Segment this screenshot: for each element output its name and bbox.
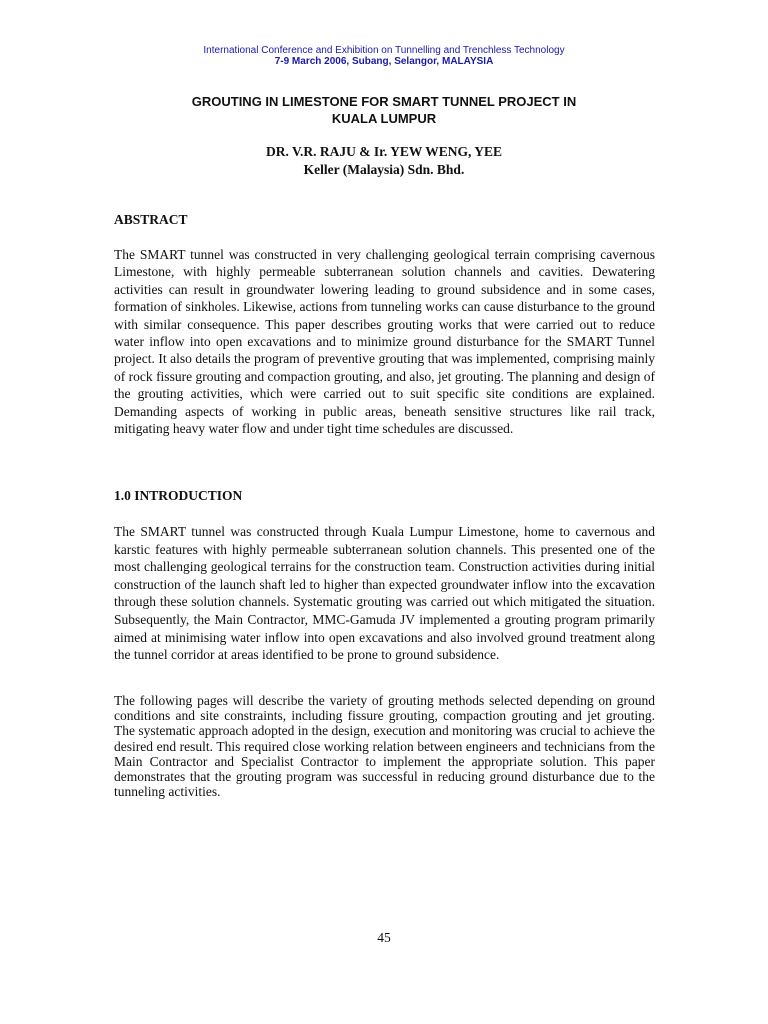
introduction-heading: 1.0 INTRODUCTION bbox=[114, 488, 243, 503]
introduction-paragraph-1: The SMART tunnel was constructed through Kuala Lumpur Limestone, home to cavernous and karstic features with highly permeable subterranean solution channels. This presented one of the most challenging geological terrains for the construction team. Construction activities during initial construction of the launch shaft led to higher than expected groundwater inflow into the excavation through these solution channels. Systematic grouting was carried out which mitigated the situation. Subsequently, the Main Contractor, MMC-Gamuda JV implemented a grouting program primarily aimed at minimising water inflow into open excavations and also involved ground treatment along the tunnel corridor at areas identified to be prone to ground subsidence. bbox=[114, 524, 655, 663]
paper-title-line-2: KUALA LUMPUR bbox=[331, 111, 437, 126]
abstract-heading: ABSTRACT bbox=[114, 212, 188, 227]
conference-date-location: 7-9 March 2006, Subang, Selangor, MALAYSIA bbox=[274, 56, 494, 67]
conference-name: International Conference and Exhibition on Tunnelling and Trenchless Technology bbox=[203, 45, 565, 56]
author-affiliation: Keller (Malaysia) Sdn. Bhd. bbox=[303, 162, 465, 177]
author-names: DR. V.R. RAJU & Ir. YEW WENG, YEE bbox=[265, 144, 503, 159]
paper-title-line-1: GROUTING IN LIMESTONE FOR SMART TUNNEL PROJECT IN bbox=[191, 94, 577, 109]
author-block bbox=[0, 143, 768, 179]
page-number: 45 bbox=[377, 930, 391, 945]
paper-title bbox=[0, 93, 768, 127]
abstract-text: The SMART tunnel was constructed in very challenging geological terrain comprising cavernous Limestone, with highly permeable subterranean solution channels and cavities. Dewatering activities can result in groundwater lowering leading to ground subsidence and in some cases, formation of sinkholes. Likewise, actions from tunneling works can cause disturbance to the ground with similar consequence. This paper describes grouting works that were carried out to reduce water inflow into open excavations and to minimize ground disturbance for the SMART Tunnel project. It also details the program of preventive grouting that was implemented, comprising mainly of rock fissure grouting and compaction grouting, and also, jet grouting. The planning and design of the grouting activities, which were carried out to suit specific site conditions are explained. Demanding aspects of working in public areas, beneath sensitive structures like rail track, mitigating heavy water flow and under tight time schedules are discussed. bbox=[114, 247, 655, 437]
introduction-paragraph-2: The following pages will describe the variety of grouting methods selected depending on ground conditions and site constraints, including fissure grouting, compaction grouting and jet grouting. The systematic approach adopted in the design, execution and monitoring was crucial to achieve the desired end result. This required close working relation between engineers and technicians from the Main Contractor and Specialist Contractor to implement the appropriate solution. This paper demonstrates that the grouting program was successful in reducing ground disturbance due to the tunneling activities. bbox=[114, 693, 655, 800]
